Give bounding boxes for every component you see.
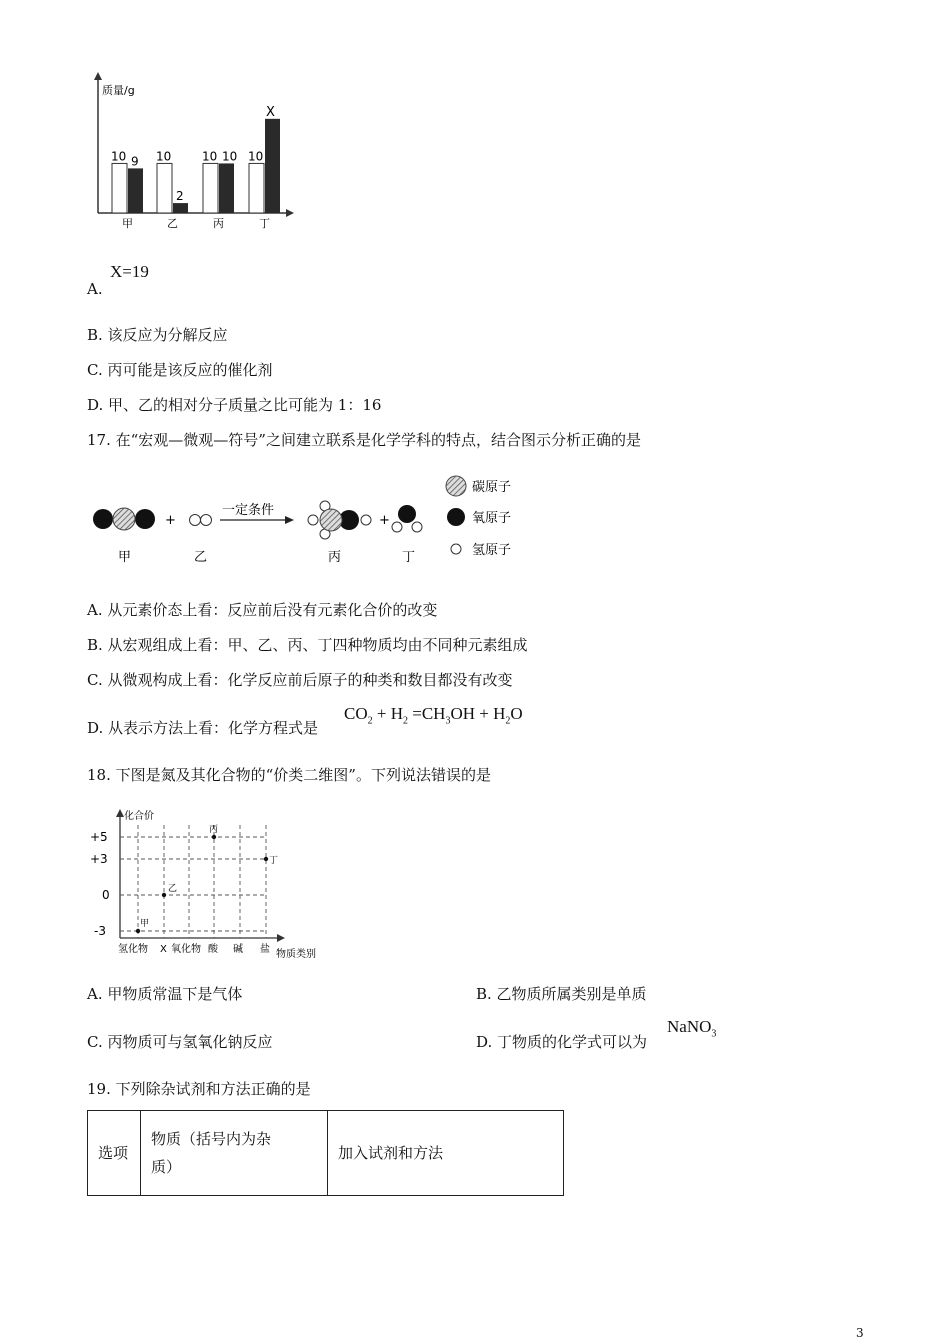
category-label-3: 丁	[259, 217, 270, 230]
point-label-jia: 甲	[140, 919, 150, 929]
eq-part: O	[510, 704, 523, 723]
point-jia	[136, 929, 140, 933]
bar-before-3	[249, 163, 264, 213]
header-cell-option: 选项	[88, 1111, 141, 1196]
legend-hydrogen-icon	[451, 544, 461, 554]
valence-class-chart	[88, 805, 338, 965]
eq-part: H	[390, 704, 403, 723]
bar-before-0	[112, 163, 127, 213]
header-cell-method: 加入试剂和方法	[328, 1111, 564, 1196]
page-number: 3	[856, 1326, 864, 1340]
point-yi	[162, 893, 166, 897]
q16-option-c: C. 丙可能是该反应的催化剂	[87, 361, 273, 379]
data-label-after-2: 10	[222, 149, 238, 164]
data-label-before-1: 10	[156, 149, 172, 164]
hydrogen-atom-icon	[412, 522, 422, 532]
label-bing: 丙	[328, 550, 342, 565]
y-tick: +3	[90, 852, 108, 866]
bar-after-0	[128, 168, 143, 213]
q18-option-c: C. 丙物质可与氢氧化钠反应	[87, 1033, 273, 1051]
point-label-bing: 丙	[209, 825, 219, 835]
hydrogen-atom-icon	[361, 515, 371, 525]
molecule-ding	[392, 505, 422, 532]
q17-option-d: D. 从表示方法上看：化学方程式是	[87, 719, 319, 737]
q16-option-a	[87, 279, 103, 299]
x-tick: 盐	[260, 944, 270, 955]
hydrogen-atom-icon	[201, 515, 212, 526]
eq-part: OH	[450, 704, 476, 723]
q18-option-a: A. 甲物质常温下是气体	[87, 985, 243, 1003]
q17-option-c: C. 从微观构成上看：化学反应前后原子的种类和数目都没有改变	[87, 671, 513, 689]
eq-part: CO	[344, 704, 368, 723]
eq-sub: 2	[505, 715, 511, 727]
y-axis-arrow	[94, 72, 102, 80]
label-ding: 丁	[402, 550, 416, 565]
eq-sub: 2	[367, 715, 373, 727]
options-table	[87, 1110, 564, 1196]
q16-option-a-formula: X=19	[110, 262, 149, 281]
label-jia: 甲	[118, 550, 132, 565]
y-axis-arrow	[116, 809, 124, 817]
oxygen-atom-icon	[93, 509, 113, 529]
eq-part: +	[372, 704, 391, 723]
molecule-bing	[308, 501, 371, 539]
q19-stem: 19. 下列除杂试剂和方法正确的是	[87, 1080, 311, 1098]
data-label-before-0: 10	[111, 149, 127, 164]
chemical-equation	[344, 704, 523, 726]
x-axis-arrow	[286, 209, 294, 217]
x-axis-label: 物质类别	[276, 949, 316, 960]
data-label-before-3: 10	[248, 149, 264, 164]
data-label-after-1: 2	[176, 189, 184, 204]
x-tick: X	[160, 944, 167, 955]
category-label-0: 甲	[122, 217, 133, 230]
header-text-line: 物质（括号内为杂	[151, 1130, 272, 1148]
eq-part: H	[493, 704, 506, 723]
eq-sub: 3	[445, 715, 451, 727]
plus-sign: +	[379, 513, 390, 528]
y-tick: -3	[94, 924, 106, 938]
reaction-condition: 一定条件	[222, 503, 275, 518]
x-tick: 氧化物	[171, 944, 201, 955]
y-axis-label: 质量/g	[102, 84, 135, 97]
legend-carbon: 碳原子	[472, 480, 512, 495]
q17-stem: 17. 在“宏观—微观—符号”之间建立联系是化学学科的特点，结合图示分析正确的是	[87, 431, 641, 449]
legend-carbon-icon	[446, 476, 466, 496]
q16-option-d: D. 甲、乙的相对分子质量之比可能为 1：16	[87, 396, 382, 414]
eq-sub: 2	[403, 715, 408, 727]
legend-oxygen-icon	[447, 508, 465, 526]
legend-oxygen: 氧原子	[472, 511, 512, 526]
hydrogen-atom-icon	[392, 522, 402, 532]
category-label-1: 乙	[167, 217, 178, 230]
x-tick: 碱	[233, 944, 243, 955]
arrow-head-icon	[285, 516, 294, 524]
reaction-diagram	[88, 470, 538, 570]
y-tick: +5	[90, 830, 108, 844]
x-axis-arrow	[277, 934, 285, 942]
formula-sub: 3	[711, 1028, 717, 1040]
q17-option-b: B. 从宏观组成上看：甲、乙、丙、丁四种物质均由不同种元素组成	[87, 636, 528, 654]
q17-option-a: A. 从元素价态上看：反应前后没有元素化合价的改变	[87, 601, 438, 619]
q16-option-b: B. 该反应为分解反应	[87, 326, 228, 344]
x-tick: 氢化物	[118, 944, 148, 955]
legend-hydrogen: 氢原子	[472, 543, 512, 558]
carbon-atom-icon	[113, 508, 135, 530]
molecule-yi	[190, 515, 212, 526]
header-text-line: 质）	[151, 1158, 182, 1176]
point-label-yi: 乙	[168, 884, 178, 894]
mass-bar-chart	[90, 72, 300, 232]
eq-part: CH	[421, 704, 446, 723]
oxygen-atom-icon	[135, 509, 155, 529]
header-cell-substance	[141, 1111, 328, 1196]
data-label-after-3: X	[266, 104, 275, 120]
point-label-ding: 丁	[269, 856, 279, 866]
eq-part: +	[475, 704, 494, 723]
point-ding	[264, 857, 268, 861]
bar-after-1	[173, 203, 188, 213]
option-d-formula	[667, 1017, 716, 1039]
option-a-prefix: A.	[87, 280, 103, 298]
plus-sign: +	[165, 513, 176, 528]
hydrogen-atom-icon	[190, 515, 201, 526]
q18-option-d: D. 丁物质的化学式可以为	[476, 1033, 648, 1051]
x-tick: 酸	[208, 944, 218, 955]
hydrogen-atom-icon	[308, 515, 318, 525]
eq-part: =	[408, 704, 422, 723]
q18-stem: 18. 下图是氮及其化合物的“价类二维图”。下列说法错误的是	[87, 766, 491, 784]
bar-before-1	[157, 163, 172, 213]
q18-option-b: B. 乙物质所属类别是单质	[476, 985, 647, 1003]
table-header-row	[88, 1111, 564, 1196]
data-label-after-0: 9	[131, 154, 139, 169]
molecule-jia	[93, 508, 155, 530]
point-bing	[212, 835, 216, 839]
y-axis-label: 化合价	[124, 811, 154, 822]
oxygen-atom-icon	[398, 505, 416, 523]
formula-main: NaNO	[667, 1017, 712, 1036]
bar-after-2	[219, 163, 234, 213]
carbon-atom-icon	[320, 509, 342, 531]
label-yi: 乙	[194, 550, 208, 565]
data-label-before-2: 10	[202, 149, 218, 164]
bar-before-2	[203, 163, 218, 213]
category-label-2: 丙	[213, 217, 224, 230]
y-tick: 0	[102, 888, 110, 902]
bar-after-3	[265, 119, 280, 213]
